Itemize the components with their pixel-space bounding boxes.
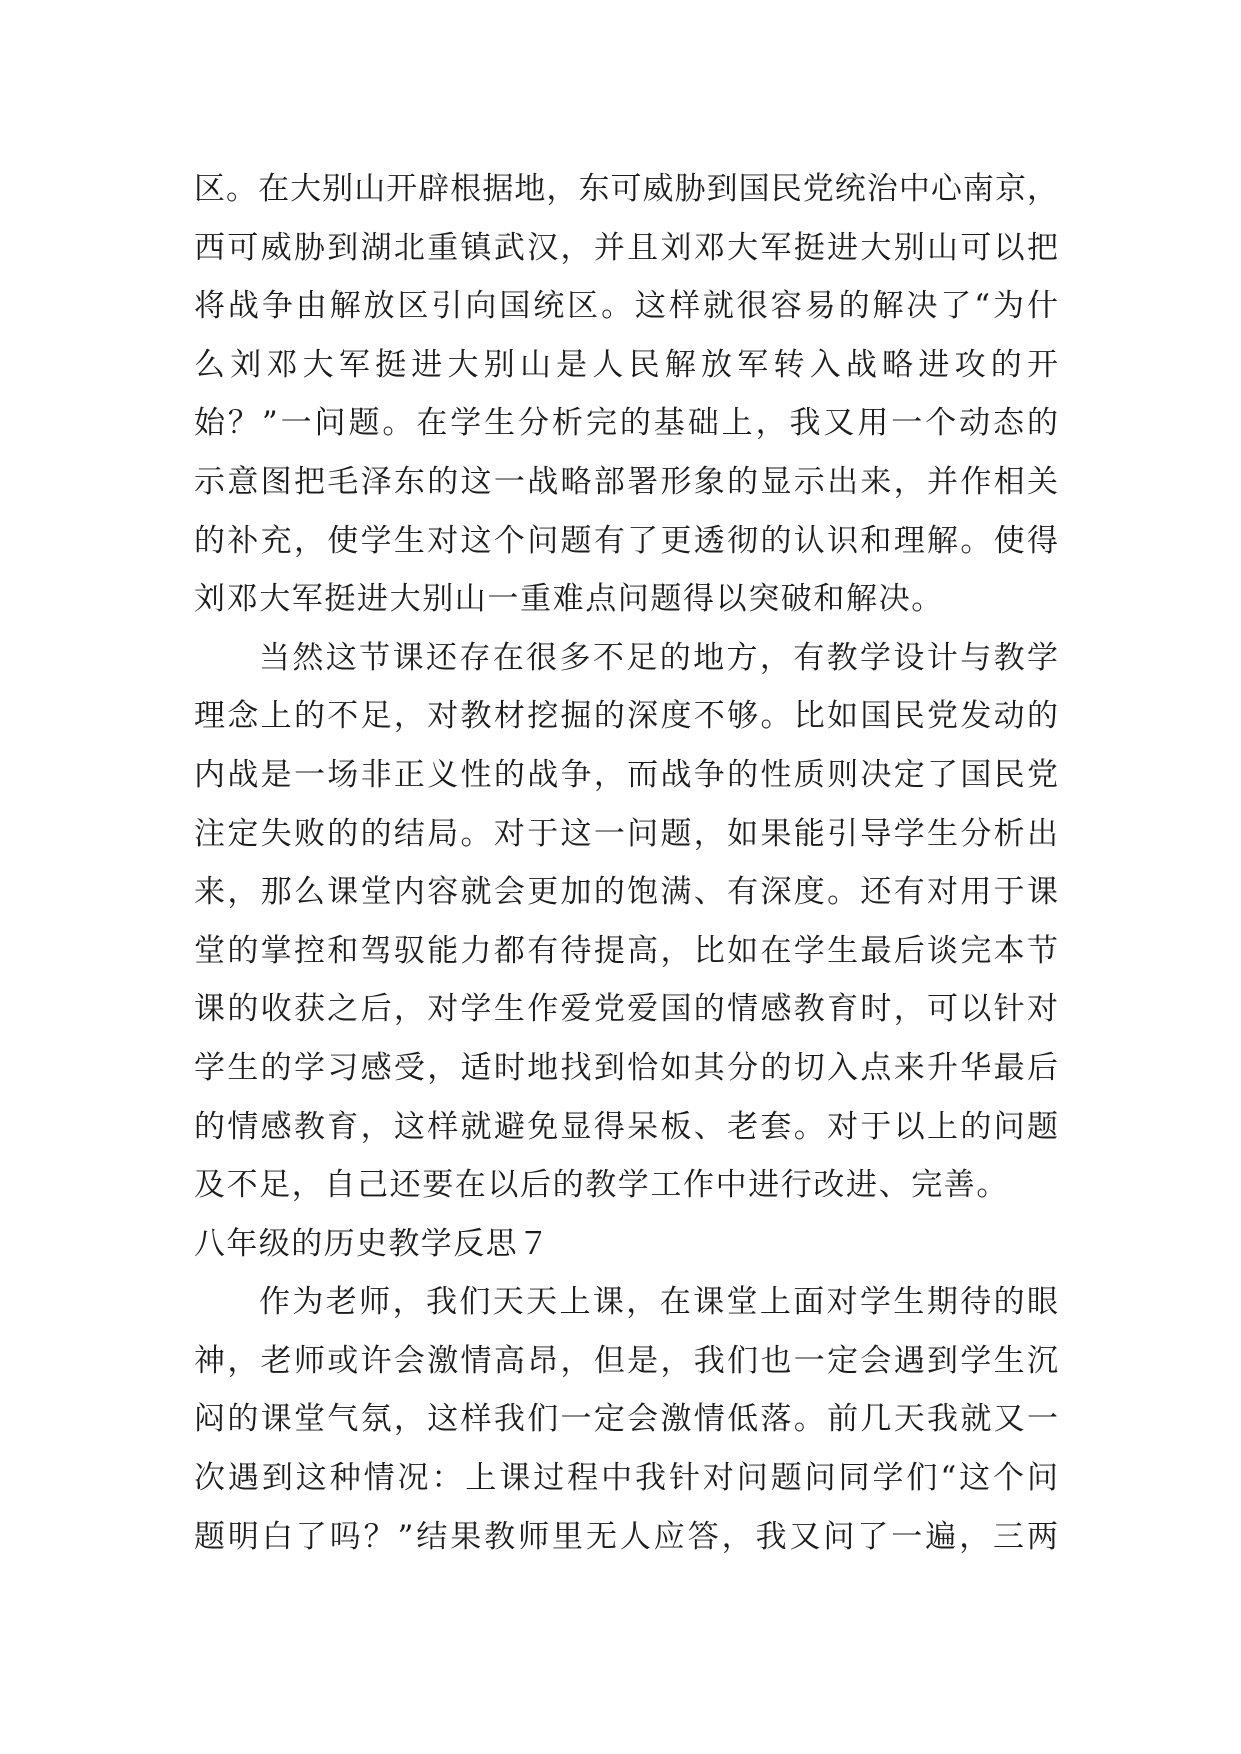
paragraph-line: 将战争由解放区引向国统区。这样就很容易的解决了“为什 [194,288,1058,325]
paragraph-line: 注定失败的的结局。对于这一问题，如果能引导学生分析出 [194,815,1058,852]
paragraph-line: 堂的掌控和驾驭能力都有待提高，比如在学生最后谈完本节 [194,932,1058,969]
paragraph-line: 及不足，自己还要在以后的教学工作中进行改进、完善。 [194,1167,1009,1204]
paragraph-line: 次遇到这种情况：上课过程中我针对问题问同学们“这个问 [194,1460,1058,1497]
paragraph-line: 来，那么课堂内容就会更加的饱满、有深度。还有对用于课 [194,874,1058,911]
paragraph-line: 内战是一场非正义性的战争，而战争的性质则决定了国民党 [194,756,1058,793]
paragraph-line: 闷的课堂气氛，这样我们一定会激情低落。前几天我就又一 [194,1401,1058,1438]
paragraph-line: 学生的学习感受，适时地找到恰如其分的切入点来升华最后 [194,1049,1058,1086]
paragraph-line: 刘邓大军挺进大别山一重难点问题得以突破和解决。 [194,581,944,618]
paragraph-line: 的补充，使学生对这个问题有了更透彻的认识和理解。使得 [194,522,1058,559]
paragraph-line: 理念上的不足，对教材挖掘的深度不够。比如国民党发动的 [194,698,1058,735]
paragraph-line: 神，老师或许会激情高昂，但是，我们也一定会遇到学生沉 [194,1342,1058,1379]
paragraph-line: 的情感教育，这样就避免显得呆板、老套。对于以上的问题 [194,1108,1058,1145]
paragraph-line: 始？”一问题。在学生分析完的基础上，我又用一个动态的 [194,405,1058,442]
paragraph-line: 区。在大别山开辟根据地，东可威胁到国民党统治中心南京， [194,171,1058,207]
document-body [194,160,1058,1566]
paragraph-line: 作为老师，我们天天上课，在课堂上面对学生期待的眼 [259,1284,1058,1321]
paragraph-line: 课的收获之后，对学生作爱党爱国的情感教育时，可以针对 [194,991,1058,1028]
section-heading: 八年级的历史教学反思７ [194,1225,551,1262]
paragraph-line: 当然这节课还存在很多不足的地方，有教学设计与教学 [259,639,1058,676]
paragraph-line: 么刘邓大军挺进大别山是人民解放军转入战略进攻的开 [194,346,1058,383]
paragraph-line: 西可威胁到湖北重镇武汉，并且刘邓大军挺进大别山可以把 [194,229,1058,266]
paragraph-line: 示意图把毛泽东的这一战略部署形象的显示出来，并作相关 [194,463,1058,500]
paragraph-line: 题明白了吗？”结果教师里无人应答，我又问了一遍，三两 [194,1518,1058,1555]
